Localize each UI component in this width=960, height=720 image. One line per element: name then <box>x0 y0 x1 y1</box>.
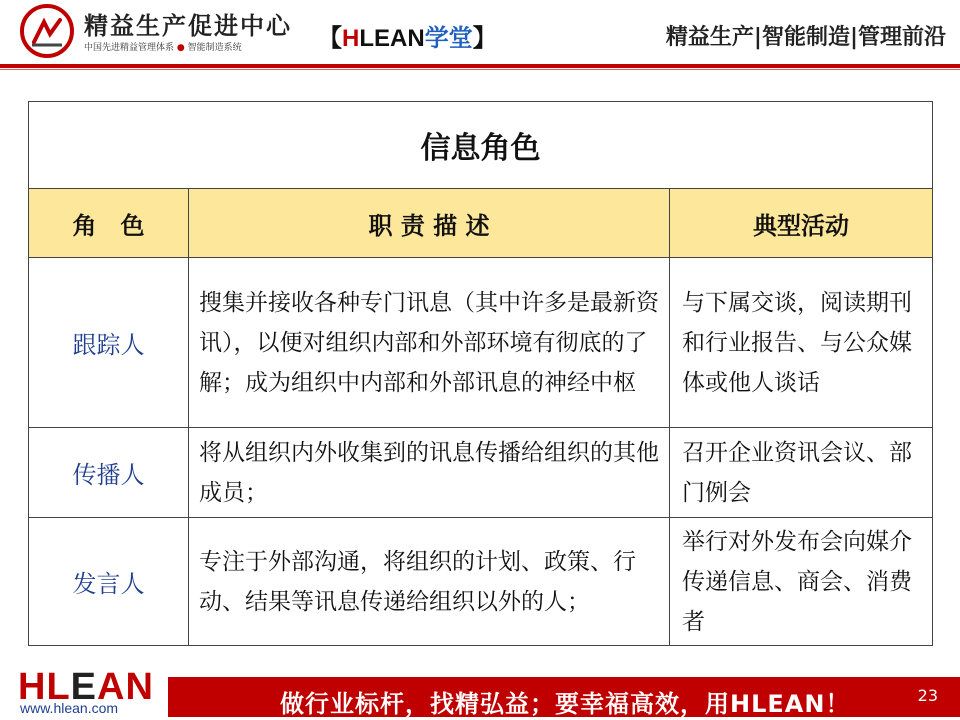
description-cell: 搜集并接收各种专门讯息（其中许多是最新资讯），以便对组织内部和外部环境有彻底的了解；成为组织中内部和外部讯息的神经中枢 <box>189 258 670 428</box>
activity-cell: 召开企业资讯会议、部门例会 <box>670 428 933 518</box>
footer-url-link[interactable]: www.hlean.com <box>20 700 119 716</box>
role-cell: 跟踪人 <box>29 258 189 428</box>
role-cell: 发言人 <box>29 518 189 646</box>
header-divider-thin <box>0 69 960 70</box>
description-cell: 专注于外部沟通，将组织的计划、政策、行动、结果等讯息传递给组织以外的人； <box>189 518 670 646</box>
org-name: 精益生产促进中心 <box>84 12 292 40</box>
table-row <box>29 258 933 428</box>
footer-slogan: 做行业标杆，找精弘益；要幸福高效，用HLEAN！ <box>280 690 851 718</box>
footer-logo-e: E <box>70 666 98 708</box>
table-row <box>29 518 933 646</box>
description-cell: 将从组织内外收集到的讯息传播给组织的其他成员； <box>189 428 670 518</box>
brand-title <box>318 18 497 53</box>
brand-h: H <box>342 25 360 52</box>
table-title: 信息角色 <box>29 102 933 189</box>
table-header-row <box>29 189 933 258</box>
activity-cell: 举行对外发布会向媒介传递信息、商会、消费者 <box>670 518 933 646</box>
column-header-description: 职 责 描 述 <box>189 189 670 258</box>
info-roles-table <box>28 101 933 646</box>
org-tagline-right: 智能制造系统 <box>187 43 242 53</box>
role-cell: 传播人 <box>29 428 189 518</box>
footer-logo-l: L <box>46 666 71 708</box>
slide-header <box>0 0 960 64</box>
brand-lean: LEAN <box>359 25 425 52</box>
brand-open-bracket: 【 <box>318 25 342 52</box>
brand-school: 学堂 <box>424 25 473 52</box>
org-logo-icon <box>20 4 74 58</box>
column-header-activity: 典型活动 <box>670 189 933 258</box>
page-number: 23 <box>917 686 938 705</box>
org-tagline <box>84 40 242 53</box>
org-tagline-separator: ● <box>176 43 185 53</box>
header-slogan: 精益生产|智能制造|管理前沿 <box>665 25 946 50</box>
footer-logo-an: AN <box>97 666 154 708</box>
brand-close-bracket: 】 <box>472 25 497 52</box>
column-header-role: 角 色 <box>29 189 189 258</box>
table-row <box>29 428 933 518</box>
org-tagline-left: 中国先进精益管理体系 <box>84 43 175 53</box>
footer-logo-h: H <box>18 666 47 708</box>
activity-cell: 与下属交谈，阅读期刊和行业报告、与公众媒体或他人谈话 <box>670 258 933 428</box>
header-divider <box>0 64 960 68</box>
